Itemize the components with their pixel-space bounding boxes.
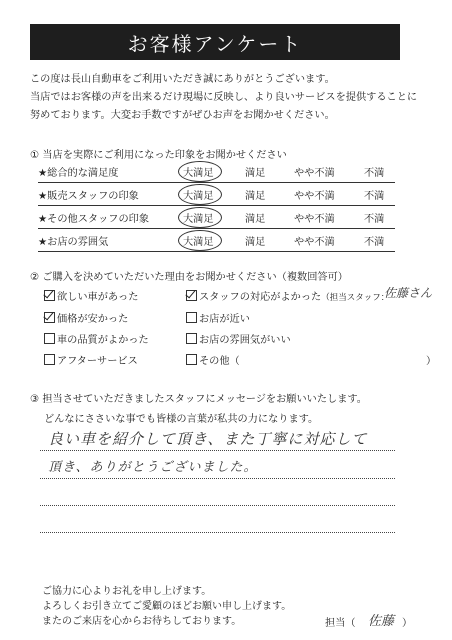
rating-row-label: ★販売スタッフの印象 xyxy=(38,190,139,202)
checkbox-low-price[interactable]: 価格が安かった xyxy=(44,310,128,325)
rating-row-label: ★お店の雰囲気 xyxy=(38,236,109,248)
rating-option-somewhat-dissatisfied[interactable]: やや不満 xyxy=(294,190,335,202)
checkbox-icon xyxy=(44,354,55,365)
q1-heading: ① 当店を実際にご利用になった印象をお聞かせください xyxy=(30,150,287,161)
q3-heading: ③ 担当させていただきましたスタッフにメッセージをお願いいたします。 xyxy=(30,394,367,405)
checkbox-other[interactable]: その他（ xyxy=(186,352,240,367)
rating-option-satisfied[interactable]: 満足 xyxy=(245,167,266,179)
rating-option-dissatisfied[interactable]: 不満 xyxy=(364,213,385,225)
staff-name-handwritten: 佐藤さん xyxy=(384,286,433,300)
footer-staff-label: 担当（ xyxy=(325,618,356,629)
footer-staff-name-handwritten[interactable]: 佐藤 xyxy=(368,614,395,629)
selection-circle xyxy=(178,230,222,251)
rating-option-dissatisfied[interactable]: 不満 xyxy=(364,167,385,179)
rating-row xyxy=(38,160,395,183)
rating-option-very-satisfied[interactable]: 大満足 xyxy=(183,167,214,179)
message-rule xyxy=(40,478,395,479)
rating-option-somewhat-dissatisfied[interactable]: やや不満 xyxy=(294,213,335,225)
checkbox-want-car[interactable]: 欲しい車があった xyxy=(44,288,138,303)
rating-row xyxy=(38,183,395,206)
rating-option-satisfied[interactable]: 満足 xyxy=(245,213,266,225)
rating-option-somewhat-dissatisfied[interactable]: やや不満 xyxy=(294,167,335,179)
checkbox-icon xyxy=(44,333,55,344)
rating-row xyxy=(38,229,395,252)
rating-option-dissatisfied[interactable]: 不満 xyxy=(364,236,385,248)
footer-thanks: ご協力に心よりお礼を申し上げます。 よろしくお引き立てご愛顧のほどお願い申し上げます。 またのご来店を心からお待ちしております。 xyxy=(42,586,292,627)
rating-row xyxy=(38,206,395,229)
message-line-2[interactable]: 頂き、ありがとうございました。 xyxy=(48,460,258,475)
checkbox-icon xyxy=(186,290,197,301)
checkbox-store-atmosphere[interactable]: お店の雰囲気がいい xyxy=(186,331,291,346)
page-title: お客様アンケート xyxy=(127,31,303,56)
message-rule xyxy=(40,532,395,533)
selection-circle xyxy=(178,184,222,205)
rating-option-very-satisfied[interactable]: 大満足 xyxy=(183,236,214,248)
rating-option-somewhat-dissatisfied[interactable]: やや不満 xyxy=(294,236,335,248)
checkbox-store-near[interactable]: お店が近い xyxy=(186,310,250,325)
q2-heading: ② ご購入を決めていただいた理由をお聞かせください（複数回答可） xyxy=(30,272,348,283)
survey-title-banner xyxy=(30,24,400,60)
other-close-paren: ） xyxy=(426,356,437,367)
checkbox-car-quality[interactable]: 車の品質がよかった xyxy=(44,331,149,346)
checkbox-staff-service[interactable]: スタッフの対応がよかった（担当スタッフ： xyxy=(186,288,389,303)
intro-text: この度は長山自動車をご利用いただき誠にありがとうございます。 当店ではお客様の声を出来るだけ現場に反映し、より良いサービスを提供することに 努めております。大変お手数ですがぜひお声をお聞かせください。 xyxy=(30,74,418,121)
message-rule xyxy=(40,450,395,451)
checkbox-icon xyxy=(44,312,55,323)
rating-option-very-satisfied[interactable]: 大満足 xyxy=(183,190,214,202)
rating-option-dissatisfied[interactable]: 不満 xyxy=(364,190,385,202)
message-rule xyxy=(40,505,395,506)
q3-subheading: どんなにささいな事でも皆様の言葉が私共の力になります。 xyxy=(44,414,319,425)
footer-staff-close: ） xyxy=(402,618,413,629)
checkbox-icon xyxy=(44,290,55,301)
q1-rating-table xyxy=(38,160,395,252)
selection-circle xyxy=(178,161,222,182)
message-line-1[interactable]: 良い車を紹介して頂き、また丁寧に対応して xyxy=(48,430,368,448)
checkbox-icon xyxy=(186,333,197,344)
checkbox-icon xyxy=(186,312,197,323)
rating-option-satisfied[interactable]: 満足 xyxy=(245,190,266,202)
checkbox-after-service[interactable]: アフターサービス xyxy=(44,352,138,367)
rating-row-label: ★その他スタッフの印象 xyxy=(38,213,150,225)
rating-option-satisfied[interactable]: 満足 xyxy=(245,236,266,248)
staff-label: （担当スタッフ： xyxy=(321,293,390,303)
selection-circle xyxy=(178,207,222,228)
checkbox-icon xyxy=(186,354,197,365)
rating-option-very-satisfied[interactable]: 大満足 xyxy=(183,213,214,225)
rating-row-label: ★総合的な満足度 xyxy=(38,167,119,179)
